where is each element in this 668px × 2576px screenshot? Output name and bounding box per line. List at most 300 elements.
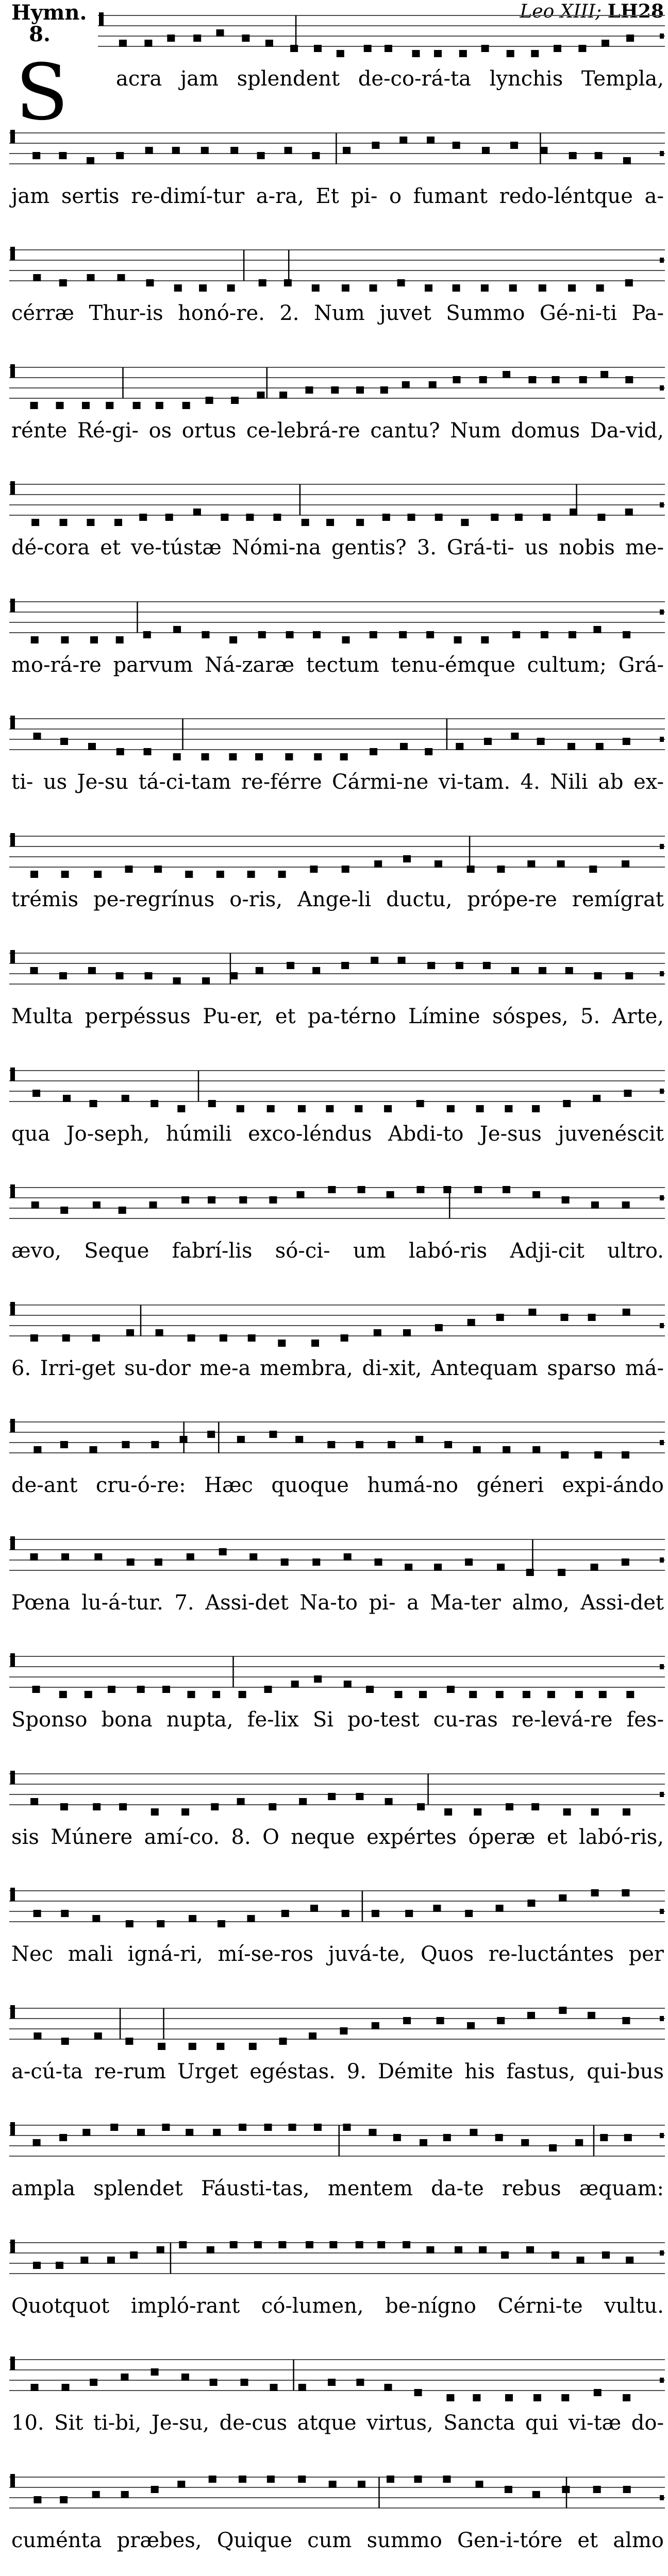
lyric-line: Multa perpéssus Pu-er, et pa-térno Límine sóspes, 5. Arte,	[11, 1005, 664, 1028]
neume-note	[461, 519, 469, 526]
neume-note	[331, 386, 339, 394]
lyric-line: qua Jo-seph, húmili exco-léndus Abdi-to Je-sus juvenéscit	[11, 1122, 664, 1146]
neume-note	[90, 1446, 97, 1453]
staff	[0, 714, 668, 770]
do-clef-icon	[10, 364, 15, 378]
neume-note	[269, 1803, 276, 1810]
neume-note	[145, 972, 153, 979]
neume-note	[479, 376, 487, 383]
neume-note	[575, 1691, 583, 1698]
neume-note	[453, 284, 460, 292]
neume-note	[482, 147, 490, 154]
neume-note	[279, 392, 287, 399]
neume-note	[30, 1798, 38, 1805]
neume-note	[312, 1558, 320, 1566]
neume-note	[387, 2476, 394, 2483]
neume-note	[285, 753, 293, 760]
neume-note	[481, 45, 489, 52]
neume-note	[456, 743, 463, 750]
neume-note	[227, 284, 235, 292]
neume-note	[558, 1569, 565, 1576]
neume-note	[32, 1090, 40, 1097]
neume-note	[121, 2491, 129, 2498]
neume-note	[562, 1196, 570, 1204]
neume-note	[358, 1186, 365, 1193]
do-clef-icon	[10, 1302, 15, 1315]
neume-note	[208, 1100, 216, 1107]
neume-note	[372, 142, 379, 149]
neume-note	[146, 279, 154, 286]
neume-note	[369, 2129, 377, 2136]
neume-note	[149, 1201, 157, 1209]
neume-note	[172, 147, 180, 154]
neume-note	[427, 962, 435, 969]
neume-note	[155, 1558, 162, 1566]
neume-note	[496, 1691, 504, 1698]
neume-note	[137, 1686, 145, 1693]
neume-note	[279, 2038, 287, 2045]
neume-note	[385, 2384, 392, 2391]
neume-note	[312, 284, 320, 292]
neume-note	[591, 1201, 599, 1209]
lyric-line: trémis pe-regrínus o-ris, Ange-li ductu, própe-re remígrat	[11, 887, 664, 911]
neume-note	[188, 1334, 195, 1342]
neume-note	[455, 2246, 462, 2253]
neume-note	[130, 2251, 138, 2259]
neume-note	[298, 2384, 306, 2391]
neume-note	[34, 2032, 41, 2040]
custos-mark	[660, 151, 664, 156]
neume-note	[528, 376, 536, 383]
neume-note	[414, 2389, 422, 2396]
staff	[0, 597, 668, 653]
neume-note	[541, 631, 548, 638]
neume-note	[281, 1558, 289, 1566]
neume-note	[397, 279, 405, 286]
neume-note	[575, 2139, 583, 2146]
neume-note	[374, 1329, 381, 1336]
neume-note	[187, 1553, 194, 1561]
neume-note	[59, 279, 67, 286]
neume-note	[314, 753, 322, 760]
lyric-line: cérræ Thur-is honó-re. 2. Num juvet Summo Gé-ni-ti Pa-	[11, 301, 664, 325]
neume-note	[521, 2139, 529, 2146]
neume-note	[60, 519, 68, 526]
custos-mark	[660, 2133, 664, 2138]
neume-note	[465, 1910, 473, 1917]
neume-note	[444, 1808, 452, 1816]
neume-note	[93, 1201, 101, 1209]
neume-note	[278, 1340, 286, 1347]
neume-note	[505, 2486, 512, 2493]
neume-note	[62, 2384, 70, 2391]
neume-note	[402, 381, 410, 388]
neume-note	[302, 519, 309, 526]
neume-note	[328, 2379, 336, 2386]
neume-note	[125, 2038, 133, 2045]
neume-note	[344, 1553, 352, 1561]
neume-note	[306, 2241, 313, 2248]
neume-note	[532, 1105, 540, 1112]
neume-note	[623, 157, 631, 164]
neume-note	[600, 2134, 608, 2141]
neume-note	[596, 284, 604, 292]
neume-note	[329, 2481, 337, 2488]
staff	[0, 1534, 668, 1591]
neume-note	[624, 2134, 632, 2141]
neume-note	[211, 1803, 219, 1810]
neume-note	[31, 636, 39, 643]
neume-note	[511, 733, 519, 740]
neume-note	[285, 147, 292, 154]
neume-note	[121, 2374, 128, 2381]
do-clef-icon	[10, 1536, 15, 1550]
neume-note	[554, 45, 561, 52]
neume-note	[255, 753, 263, 760]
neume-note	[92, 2491, 100, 2498]
neume-note	[221, 514, 228, 521]
neume-note	[393, 2134, 401, 2141]
neume-note	[151, 1100, 158, 1107]
neume-note	[356, 2241, 363, 2248]
neume-note	[547, 1691, 555, 1698]
neume-note	[415, 1436, 423, 1443]
neume-note	[371, 957, 378, 964]
neume-note	[182, 402, 190, 409]
neume-note	[145, 147, 153, 154]
neume-note	[295, 1436, 303, 1443]
neume-note	[61, 1553, 69, 1561]
neume-note	[213, 2129, 221, 2136]
neume-note	[531, 1803, 539, 1810]
neume-note	[256, 967, 263, 974]
neume-note	[343, 2124, 351, 2131]
neume-note	[31, 1201, 39, 1209]
neume-note	[154, 866, 162, 873]
lyric-line: jam sertis re-dimí-tur a-ra, Et pi- o fumant redo-léntque a-	[11, 184, 664, 208]
neume-note	[454, 636, 462, 643]
neume-note	[622, 1451, 629, 1459]
neume-note	[219, 1548, 227, 1555]
neume-note	[177, 1105, 185, 1112]
neume-note	[469, 1691, 477, 1698]
neume-note	[569, 152, 577, 159]
neume-note	[30, 1553, 38, 1561]
neume-note	[416, 1186, 424, 1193]
neume-note	[537, 738, 545, 745]
neume-note	[622, 2017, 630, 2024]
neume-note	[539, 284, 546, 292]
neume-note	[509, 284, 517, 292]
neume-note	[426, 2246, 434, 2253]
neume-note	[59, 972, 67, 979]
neume-note	[144, 40, 152, 47]
neume-note	[356, 386, 364, 394]
lyric-line: ti- us Je-su tá-ci-tam re-férre Cármi-ne vi-tam. 4. Nili ab ex-	[11, 770, 664, 794]
neume-note	[239, 2124, 246, 2131]
neume-note	[133, 402, 141, 409]
neume-note	[443, 2476, 451, 2483]
neume-note	[59, 1691, 67, 1698]
neume-note	[337, 50, 344, 57]
neume-note	[126, 1920, 133, 1927]
neume-note	[623, 2486, 631, 2493]
do-clef-icon	[10, 130, 15, 143]
neume-note	[186, 2129, 193, 2136]
neume-note	[237, 1798, 245, 1805]
neume-note	[622, 860, 629, 868]
neume-note	[506, 1803, 513, 1810]
neume-note	[446, 2394, 454, 2401]
neume-note	[596, 743, 604, 750]
neume-note	[358, 2481, 365, 2488]
neume-note	[314, 1675, 322, 1683]
neume-note	[93, 1803, 101, 1810]
neume-note	[340, 753, 348, 760]
neume-note	[444, 1441, 452, 1448]
neume-note	[425, 748, 432, 755]
custos-mark	[660, 2495, 664, 2500]
neume-note	[559, 2007, 566, 2014]
neume-note	[31, 519, 39, 526]
neume-note	[503, 1446, 510, 1453]
neume-note	[467, 2022, 475, 2029]
neume-note	[278, 2241, 286, 2248]
neume-note	[507, 50, 514, 57]
neume-note	[356, 1793, 363, 1800]
neume-note	[265, 40, 273, 47]
neume-note	[527, 1900, 535, 1907]
custos-mark	[660, 1195, 664, 1200]
neume-note	[342, 284, 349, 292]
lyric-line: Sponso bona nupta, fe-lix Si po-test cu-ras re-levá-re fes-	[11, 1708, 664, 1732]
neume-note	[242, 35, 249, 42]
neume-note	[511, 967, 519, 974]
neume-note	[63, 1095, 71, 1102]
lyric-line: 6. Irri-get su-dor me-a membra, di-xit, Antequam sparso má-	[11, 1356, 664, 1380]
neume-note	[94, 2032, 102, 2040]
neume-note	[355, 1105, 362, 1112]
neume-note	[157, 2246, 164, 2253]
neume-note	[435, 1324, 443, 1331]
neume-note	[61, 871, 69, 878]
neume-note	[623, 1309, 630, 1316]
lyric-line: ampla splendet Fáusti-tas, mentem da-te rebus æquam:	[11, 2177, 664, 2200]
neume-note	[419, 1691, 427, 1698]
neume-note	[567, 743, 575, 750]
neume-note	[342, 1910, 349, 1917]
neume-note	[287, 962, 294, 969]
neume-note	[90, 636, 98, 643]
custos-mark	[660, 1792, 664, 1797]
neume-note	[257, 392, 265, 399]
neume-note	[116, 636, 124, 643]
neume-note	[563, 1100, 571, 1107]
neume-note	[30, 967, 38, 974]
neume-note	[127, 1558, 135, 1566]
neume-note	[622, 1558, 629, 1566]
neume-note	[230, 147, 238, 154]
neume-note	[237, 1105, 244, 1112]
neume-note	[298, 2476, 306, 2483]
neume-note	[290, 45, 298, 52]
neume-note	[270, 2384, 278, 2391]
neume-note	[80, 2257, 88, 2264]
neume-note	[414, 2476, 422, 2483]
neume-note	[523, 1691, 530, 1698]
neume-note	[289, 2124, 296, 2131]
neume-note	[201, 147, 209, 154]
custos-mark	[660, 737, 664, 742]
lyric-line: ævo, Seque fabrí-lis só-ci- um labó-ris Adji-cit ultro.	[11, 1239, 664, 1263]
neume-note	[207, 2246, 214, 2253]
neume-note	[561, 2394, 569, 2401]
neume-note	[298, 1105, 306, 1112]
neume-note	[578, 45, 586, 52]
neume-note	[181, 1808, 189, 1816]
neume-note	[311, 1340, 319, 1347]
neume-note	[412, 50, 420, 57]
neume-note	[497, 1564, 505, 1571]
neume-note	[625, 376, 633, 383]
custos-mark	[660, 2250, 664, 2256]
neume-note	[247, 1915, 255, 1922]
neume-note	[594, 2389, 602, 2396]
neume-note	[426, 631, 434, 638]
neume-note	[557, 860, 565, 868]
neume-note	[366, 1686, 374, 1693]
neume-note	[122, 1441, 130, 1448]
neume-note	[90, 2379, 97, 2386]
neume-note	[565, 967, 573, 974]
neume-note	[467, 1319, 475, 1326]
neume-note	[202, 631, 210, 638]
neume-note	[594, 972, 602, 979]
neume-note	[258, 631, 266, 638]
neume-note	[474, 1808, 481, 1816]
neume-note	[82, 2129, 90, 2136]
neume-note	[625, 279, 633, 286]
neume-note	[278, 871, 286, 878]
neume-note	[374, 860, 382, 868]
staff	[0, 2472, 668, 2529]
neume-note	[106, 402, 113, 409]
do-clef-icon	[10, 599, 15, 612]
lyric-line: Pœna lu-á-tur. 7. Assi-det Na-to pi- a Ma-ter almo, Assi-det	[11, 1590, 664, 1615]
neume-note	[408, 514, 415, 521]
custos-mark	[660, 1557, 664, 1563]
neume-note	[199, 284, 207, 292]
neume-note	[372, 1910, 379, 1917]
neume-note	[532, 2491, 540, 2498]
neume-note	[259, 279, 266, 286]
staff	[0, 479, 668, 536]
neume-note	[326, 519, 334, 526]
neume-note	[173, 626, 181, 633]
neume-note	[110, 2124, 118, 2131]
neume-note	[344, 1681, 352, 1688]
neume-note	[33, 2139, 41, 2146]
neume-note	[87, 274, 95, 281]
neume-note	[625, 972, 633, 979]
neume-note	[181, 2374, 189, 2381]
neume-note	[377, 2241, 385, 2248]
neume-note	[31, 2384, 39, 2391]
neume-note	[165, 514, 173, 521]
neume-note	[181, 1196, 189, 1204]
neume-note	[326, 1105, 333, 1112]
neume-note	[356, 2379, 364, 2386]
neume-note	[116, 748, 124, 755]
neume-note	[33, 2262, 41, 2269]
source-code: LH28	[607, 1, 664, 22]
staff	[0, 1065, 668, 1122]
neume-note	[417, 1803, 425, 1810]
neume-note	[481, 284, 489, 292]
neume-note	[552, 376, 560, 383]
neume-note	[229, 636, 237, 643]
do-clef-icon	[10, 950, 15, 963]
neume-note	[403, 2017, 411, 2024]
neume-note	[496, 1905, 504, 1912]
neume-note	[447, 1686, 455, 1693]
neume-note	[209, 2476, 216, 2483]
do-clef-icon	[10, 1888, 15, 1901]
lyric-line: acra jam splendent de-co-rá-ta lynchis Templa,	[116, 67, 664, 91]
neume-note	[216, 871, 224, 878]
neume-note	[212, 1691, 220, 1698]
neume-note	[385, 1798, 393, 1805]
neume-note	[32, 1686, 40, 1693]
neume-note	[167, 35, 175, 42]
neume-note	[356, 519, 364, 526]
neume-note	[497, 866, 505, 873]
neume-note	[174, 284, 182, 292]
lyric-line: a-cú-ta re-rum Urget egéstas. 9. Démite his fastus, qui-bus	[11, 2059, 664, 2083]
custos-mark	[660, 1664, 664, 1669]
neume-note	[496, 1314, 504, 1321]
custos-mark	[660, 844, 664, 849]
neume-note	[328, 1186, 336, 1193]
custos-mark	[660, 258, 664, 263]
neume-note	[162, 2124, 170, 2131]
neume-note	[156, 402, 163, 409]
neume-note	[286, 631, 294, 638]
do-clef-icon	[10, 2357, 15, 2370]
neume-note	[88, 743, 96, 750]
neume-note	[447, 1105, 455, 1112]
do-clef-icon	[10, 2122, 15, 2136]
neume-note	[34, 733, 41, 740]
neume-note	[309, 2032, 316, 2040]
lyric-line: mo-rá-re parvum Ná-zaræ tectum tenu-émque cultum; Grá-	[11, 653, 664, 677]
neume-note	[425, 284, 432, 292]
hymn-number-label: Hymn. 8.	[11, 1, 87, 46]
neume-note	[384, 1105, 392, 1112]
neume-note	[593, 626, 601, 633]
neume-note	[453, 142, 460, 149]
neume-note	[264, 2124, 272, 2131]
neume-note	[597, 514, 605, 521]
neume-note	[210, 2379, 218, 2386]
neume-note	[267, 1105, 275, 1112]
staff	[0, 1300, 668, 1357]
neume-note	[473, 1446, 481, 1453]
neume-note	[273, 514, 281, 521]
neume-note	[591, 1889, 599, 1896]
do-clef-icon	[99, 12, 104, 26]
neume-note	[312, 152, 320, 159]
